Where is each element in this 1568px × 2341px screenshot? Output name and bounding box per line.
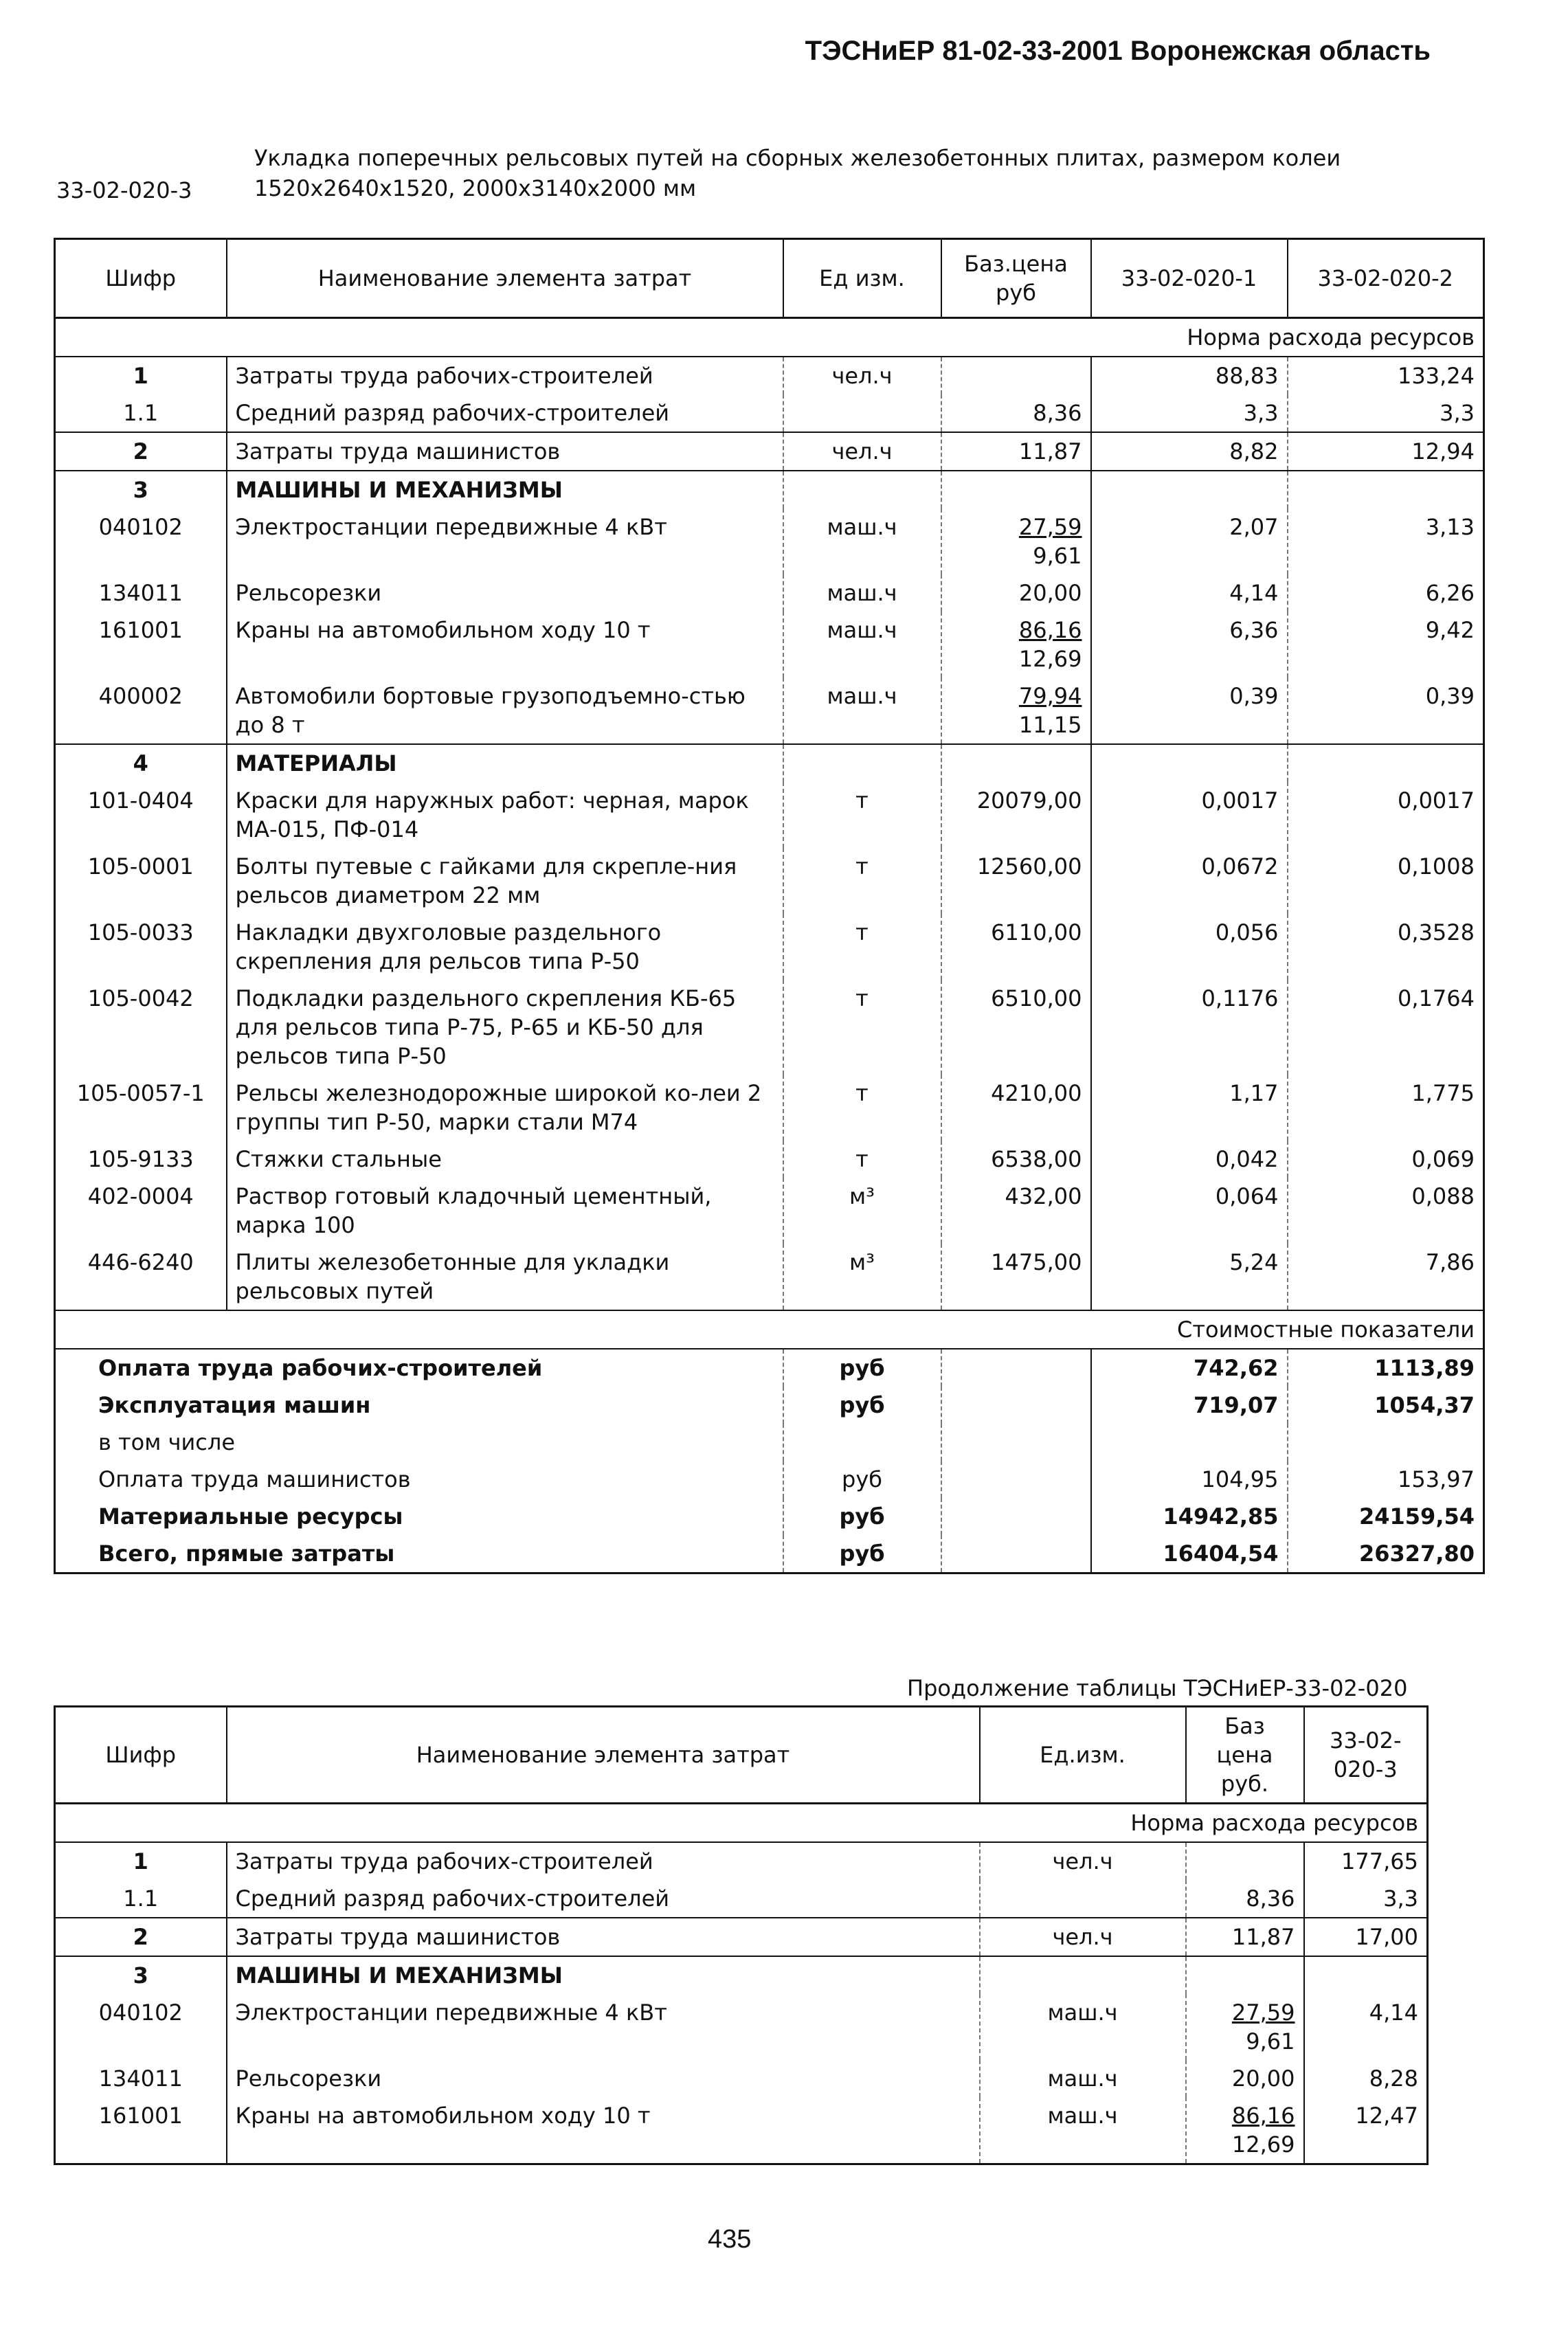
table-row — [55, 677, 1484, 744]
table-row — [55, 432, 1484, 471]
total-row — [55, 1424, 1484, 1461]
row-name: Автомобили бортовые грузоподъемно-стью до 8 т — [227, 677, 783, 744]
total-label: Оплата труда машинистов — [98, 1466, 411, 1492]
row-value-2: 3,13 — [1288, 508, 1484, 574]
row-value-1: 0,042 — [1091, 1141, 1288, 1178]
row-name: Рельсорезки — [227, 2060, 980, 2097]
document-header: ТЭСНиЕР 81-02-33-2001 Воронежская область — [805, 36, 1431, 66]
table-row — [55, 1918, 1428, 1956]
row-value-1: 0,064 — [1091, 1178, 1288, 1244]
row-unit: маш.ч — [783, 574, 941, 612]
row-code: 1 — [133, 1848, 148, 1874]
row-value-2 — [1288, 471, 1484, 508]
table-row — [55, 2060, 1428, 2097]
table-row — [55, 1178, 1484, 1244]
row-price — [941, 744, 1091, 782]
row-price — [941, 394, 1091, 432]
total-value-2: 1113,89 — [1288, 1349, 1484, 1387]
row-price — [941, 980, 1091, 1075]
row-price — [1186, 1994, 1304, 2060]
total-value-2: 153,97 — [1288, 1461, 1484, 1498]
table-row — [55, 1141, 1484, 1178]
total-value-1: 14942,85 — [1091, 1498, 1288, 1535]
norm-label: Норма расхода ресурсов — [55, 318, 1484, 357]
row-unit: чел.ч — [980, 1842, 1186, 1880]
total-value-2 — [1288, 1424, 1484, 1461]
row-name: Электростанции передвижные 4 кВт — [227, 1994, 980, 2060]
table-row — [55, 2097, 1428, 2164]
row-value-1: 17,00 — [1304, 1918, 1428, 1956]
row-code: 040102 — [98, 514, 183, 540]
table-header — [55, 1707, 1428, 1804]
row-price — [1186, 1956, 1304, 1994]
row-value-2: 0,1008 — [1288, 848, 1484, 914]
row-value-1: 12,47 — [1304, 2097, 1428, 2164]
table-row — [55, 574, 1484, 612]
row-name: Рельсорезки — [227, 574, 783, 612]
row-name: Затраты труда рабочих-строителей — [227, 1842, 980, 1880]
row-code: 101-0404 — [87, 787, 194, 814]
row-name: Затраты труда рабочих-строителей — [227, 357, 783, 394]
row-unit: т — [783, 980, 941, 1075]
resource-table-2 — [54, 1705, 1429, 2165]
row-name: МАШИНЫ И МЕХАНИЗМЫ — [227, 471, 783, 508]
total-price — [941, 1387, 1091, 1424]
price-value: 4210,00 — [991, 1080, 1082, 1106]
price-value: 11,87 — [1018, 438, 1082, 464]
row-value-1: 0,0017 — [1091, 782, 1288, 848]
row-unit — [980, 1880, 1186, 1918]
header-v2: 33-02-020-2 — [1317, 265, 1453, 291]
price-value: 8,36 — [1033, 400, 1082, 426]
row-code: 3 — [133, 477, 148, 503]
table-row — [55, 1994, 1428, 2060]
row-code: 400002 — [98, 683, 183, 709]
total-price — [941, 1349, 1091, 1387]
price-value: 6538,00 — [991, 1146, 1082, 1172]
row-price — [1186, 2060, 1304, 2097]
row-price — [941, 782, 1091, 848]
total-row — [55, 1535, 1484, 1573]
section-title — [254, 143, 1436, 203]
header-code: Шифр — [55, 1707, 227, 1804]
total-unit: руб — [783, 1387, 941, 1424]
row-price — [941, 612, 1091, 677]
header-name: Наименование элемента затрат — [227, 1707, 980, 1804]
row-name: МАШИНЫ И МЕХАНИЗМЫ — [227, 1956, 980, 1994]
row-value-2: 12,94 — [1288, 432, 1484, 471]
price-value: 6110,00 — [991, 919, 1082, 945]
row-name: Болты путевые с гайками для скрепле-ния рельсов диаметром 22 мм — [227, 848, 783, 914]
price-value: 86,16 — [1018, 617, 1082, 643]
row-price — [1186, 1842, 1304, 1880]
row-value-1: 0,39 — [1091, 677, 1288, 744]
table-row — [55, 914, 1484, 980]
total-unit: руб — [783, 1461, 941, 1498]
header-unit: Ед.изм. — [980, 1707, 1186, 1804]
resource-table-1 — [54, 238, 1485, 1574]
row-code: 4 — [133, 750, 148, 776]
row-code: 446-6240 — [87, 1249, 194, 1275]
row-code: 134011 — [98, 2065, 183, 2092]
price-value: 20,00 — [1018, 580, 1082, 606]
row-name: Подкладки раздельного скрепления КБ-65 для рельсов типа Р-75, Р-65 и КБ-50 для рельсов типа Р-50 — [227, 980, 783, 1075]
row-price — [941, 914, 1091, 980]
row-price — [941, 677, 1091, 744]
table-row — [55, 782, 1484, 848]
total-label: Материальные ресурсы — [98, 1503, 403, 1530]
norm-label: Норма расхода ресурсов — [55, 1804, 1428, 1843]
total-value-2: 1054,37 — [1288, 1387, 1484, 1424]
row-code: 3 — [133, 1962, 148, 1989]
row-price — [941, 471, 1091, 508]
cost-label: Стоимостные показатели — [55, 1310, 1484, 1349]
row-price — [1186, 2097, 1304, 2164]
row-value-2: 0,069 — [1288, 1141, 1484, 1178]
total-label: Эксплуатация машин — [98, 1392, 371, 1418]
table-row — [55, 1075, 1484, 1141]
row-unit: маш.ч — [980, 2060, 1186, 2097]
row-value-1: 6,36 — [1091, 612, 1288, 677]
price-value: 11,87 — [1231, 1924, 1295, 1950]
row-value-2: 0,0017 — [1288, 782, 1484, 848]
price-value: 20,00 — [1231, 2065, 1295, 2092]
row-unit: чел.ч — [783, 357, 941, 394]
total-price — [941, 1535, 1091, 1573]
row-value-1: 0,0672 — [1091, 848, 1288, 914]
total-unit — [783, 1424, 941, 1461]
row-name: Раствор готовый кладочный цементный, марка 100 — [227, 1178, 783, 1244]
row-code: 402-0004 — [87, 1183, 194, 1209]
row-value-2: 6,26 — [1288, 574, 1484, 612]
row-unit: маш.ч — [783, 612, 941, 677]
total-value-1: 719,07 — [1091, 1387, 1288, 1424]
table-row — [55, 1244, 1484, 1310]
table-row — [55, 744, 1484, 782]
header-price: Баз цена руб. — [1186, 1707, 1304, 1804]
row-value-1 — [1091, 471, 1288, 508]
row-unit: м³ — [783, 1244, 941, 1310]
row-price — [941, 432, 1091, 471]
row-code: 105-9133 — [87, 1146, 194, 1172]
row-value-2: 3,3 — [1288, 394, 1484, 432]
row-value-2: 0,39 — [1288, 677, 1484, 744]
row-price — [941, 574, 1091, 612]
row-price — [941, 357, 1091, 394]
row-unit: т — [783, 914, 941, 980]
row-value-2 — [1288, 744, 1484, 782]
row-price — [941, 1075, 1091, 1141]
row-name: Стяжки стальные — [227, 1141, 783, 1178]
row-value-1: 3,3 — [1304, 1880, 1428, 1918]
row-unit: т — [783, 1075, 941, 1141]
total-row — [55, 1349, 1484, 1387]
total-unit: руб — [783, 1498, 941, 1535]
price-value: 79,94 — [1018, 683, 1082, 709]
row-code: 1.1 — [123, 1885, 159, 1912]
row-value-2: 7,86 — [1288, 1244, 1484, 1310]
table-row — [55, 508, 1484, 574]
total-row — [55, 1387, 1484, 1424]
table-row — [55, 471, 1484, 508]
table-row — [55, 1880, 1428, 1918]
row-code: 134011 — [98, 580, 183, 606]
table-row — [55, 848, 1484, 914]
section-code: 33-02-020-3 — [56, 177, 192, 203]
row-value-1: 8,82 — [1091, 432, 1288, 471]
row-code: 105-0001 — [87, 853, 194, 880]
table-row — [55, 1956, 1428, 1994]
row-value-1 — [1304, 1956, 1428, 1994]
total-row — [55, 1498, 1484, 1535]
row-name: Затраты труда машинистов — [227, 1918, 980, 1956]
cost-label-row — [55, 1310, 1484, 1349]
row-value-2: 0,1764 — [1288, 980, 1484, 1075]
row-name: Краны на автомобильном ходу 10 т — [227, 2097, 980, 2164]
header-name: Наименование элемента затрат — [227, 239, 783, 318]
row-name: Накладки двухголовые раздельного скрепления для рельсов типа Р-50 — [227, 914, 783, 980]
header-price: Баз.цена руб — [941, 239, 1091, 318]
total-value-1: 16404,54 — [1091, 1535, 1288, 1573]
row-unit — [783, 471, 941, 508]
row-value-1: 4,14 — [1091, 574, 1288, 612]
total-price — [941, 1461, 1091, 1498]
header-code: Шифр — [55, 239, 227, 318]
price-value: 86,16 — [1231, 2103, 1295, 2129]
row-value-1: 88,83 — [1091, 357, 1288, 394]
norm-row — [55, 1804, 1428, 1843]
total-price — [941, 1424, 1091, 1461]
total-value-2: 24159,54 — [1288, 1498, 1484, 1535]
row-value-1: 8,28 — [1304, 2060, 1428, 2097]
row-price — [941, 1141, 1091, 1178]
row-value-2: 0,3528 — [1288, 914, 1484, 980]
header-unit: Ед изм. — [783, 239, 941, 318]
row-unit: т — [783, 782, 941, 848]
row-unit: чел.ч — [783, 432, 941, 471]
price-machinist-wage: 9,61 — [1033, 543, 1082, 569]
price-value: 20079,00 — [976, 787, 1082, 814]
row-name: Электростанции передвижные 4 кВт — [227, 508, 783, 574]
row-name: Рельсы железнодорожные широкой ко-леи 2 группы тип Р-50, марки стали М74 — [227, 1075, 783, 1141]
total-unit: руб — [783, 1349, 941, 1387]
row-name: Краски для наружных работ: черная, марок МА-015, ПФ-014 — [227, 782, 783, 848]
row-unit: м³ — [783, 1178, 941, 1244]
total-value-1 — [1091, 1424, 1288, 1461]
price-machinist-wage: 12,69 — [1018, 646, 1082, 672]
row-name: Средний разряд рабочих-строителей — [227, 394, 783, 432]
row-unit: маш.ч — [783, 508, 941, 574]
row-name: МАТЕРИАЛЫ — [227, 744, 783, 782]
row-price — [941, 1244, 1091, 1310]
price-value: 1475,00 — [991, 1249, 1082, 1275]
page-number: 435 — [708, 2225, 752, 2254]
row-value-1: 0,1176 — [1091, 980, 1288, 1075]
row-name: Плиты железобетонные для укладки рельсовых путей — [227, 1244, 783, 1310]
total-label: в том числе — [98, 1429, 235, 1455]
row-name: Затраты труда машинистов — [227, 432, 783, 471]
price-machinist-wage: 9,61 — [1246, 2028, 1295, 2054]
row-code: 161001 — [98, 617, 183, 643]
row-code: 1 — [133, 363, 148, 389]
row-value-1: 1,17 — [1091, 1075, 1288, 1141]
row-code: 2 — [133, 1924, 148, 1950]
row-value-2: 1,775 — [1288, 1075, 1484, 1141]
price-value: 12560,00 — [976, 853, 1082, 880]
row-value-1: 5,24 — [1091, 1244, 1288, 1310]
row-code: 105-0057-1 — [76, 1080, 205, 1106]
table-row — [55, 1842, 1428, 1880]
row-price — [941, 848, 1091, 914]
row-value-2: 9,42 — [1288, 612, 1484, 677]
price-value: 27,59 — [1231, 2000, 1295, 2026]
total-unit: руб — [783, 1535, 941, 1573]
total-value-1: 104,95 — [1091, 1461, 1288, 1498]
row-unit — [783, 394, 941, 432]
total-price — [941, 1498, 1091, 1535]
row-price — [941, 1178, 1091, 1244]
price-value: 8,36 — [1246, 1885, 1295, 1912]
row-unit: маш.ч — [980, 1994, 1186, 2060]
row-price — [941, 508, 1091, 574]
row-name: Средний разряд рабочих-строителей — [227, 1880, 980, 1918]
row-unit: т — [783, 1141, 941, 1178]
row-value-1: 3,3 — [1091, 394, 1288, 432]
section-title-line2: 1520х2640х1520, 2000х3140х2000 мм — [254, 175, 697, 201]
row-code: 105-0042 — [87, 985, 194, 1011]
continuation-note: Продолжение таблицы ТЭСНиЕР-33-02-020 — [907, 1675, 1408, 1701]
row-value-1: 177,65 — [1304, 1842, 1428, 1880]
row-code: 040102 — [98, 2000, 183, 2026]
row-code: 2 — [133, 438, 148, 464]
section-title-line1: Укладка поперечных рельсовых путей на сборных железобетонных плитах, размером колеи — [254, 145, 1341, 171]
row-price — [1186, 1918, 1304, 1956]
price-value: 27,59 — [1018, 514, 1082, 540]
price-machinist-wage: 12,69 — [1231, 2131, 1295, 2158]
row-code: 161001 — [98, 2103, 183, 2129]
price-value: 432,00 — [1005, 1183, 1082, 1209]
row-name: Краны на автомобильном ходу 10 т — [227, 612, 783, 677]
table-row — [55, 394, 1484, 432]
row-value-1: 4,14 — [1304, 1994, 1428, 2060]
total-label: Всего, прямые затраты — [98, 1541, 395, 1567]
row-value-1 — [1091, 744, 1288, 782]
row-value-2: 0,088 — [1288, 1178, 1484, 1244]
table-header — [55, 239, 1484, 318]
row-unit — [783, 744, 941, 782]
table-row — [55, 612, 1484, 677]
row-code: 1.1 — [123, 400, 159, 426]
table-row — [55, 980, 1484, 1075]
header-v1: 33-02-020-3 — [1329, 1727, 1402, 1782]
row-value-1: 2,07 — [1091, 508, 1288, 574]
row-value-2: 133,24 — [1288, 357, 1484, 394]
row-unit: чел.ч — [980, 1918, 1186, 1956]
row-unit: маш.ч — [783, 677, 941, 744]
table-row — [55, 357, 1484, 394]
price-machinist-wage: 11,15 — [1018, 712, 1082, 738]
total-label: Оплата труда рабочих-строителей — [98, 1355, 543, 1381]
row-price — [1186, 1880, 1304, 1918]
row-unit: т — [783, 848, 941, 914]
row-value-1: 0,056 — [1091, 914, 1288, 980]
total-value-2: 26327,80 — [1288, 1535, 1484, 1573]
price-value: 6510,00 — [991, 985, 1082, 1011]
header-v1: 33-02-020-1 — [1091, 239, 1288, 318]
norm-row — [55, 318, 1484, 357]
row-unit — [980, 1956, 1186, 1994]
total-value-1: 742,62 — [1091, 1349, 1288, 1387]
row-unit: маш.ч — [980, 2097, 1186, 2164]
row-code: 105-0033 — [87, 919, 194, 945]
total-row — [55, 1461, 1484, 1498]
